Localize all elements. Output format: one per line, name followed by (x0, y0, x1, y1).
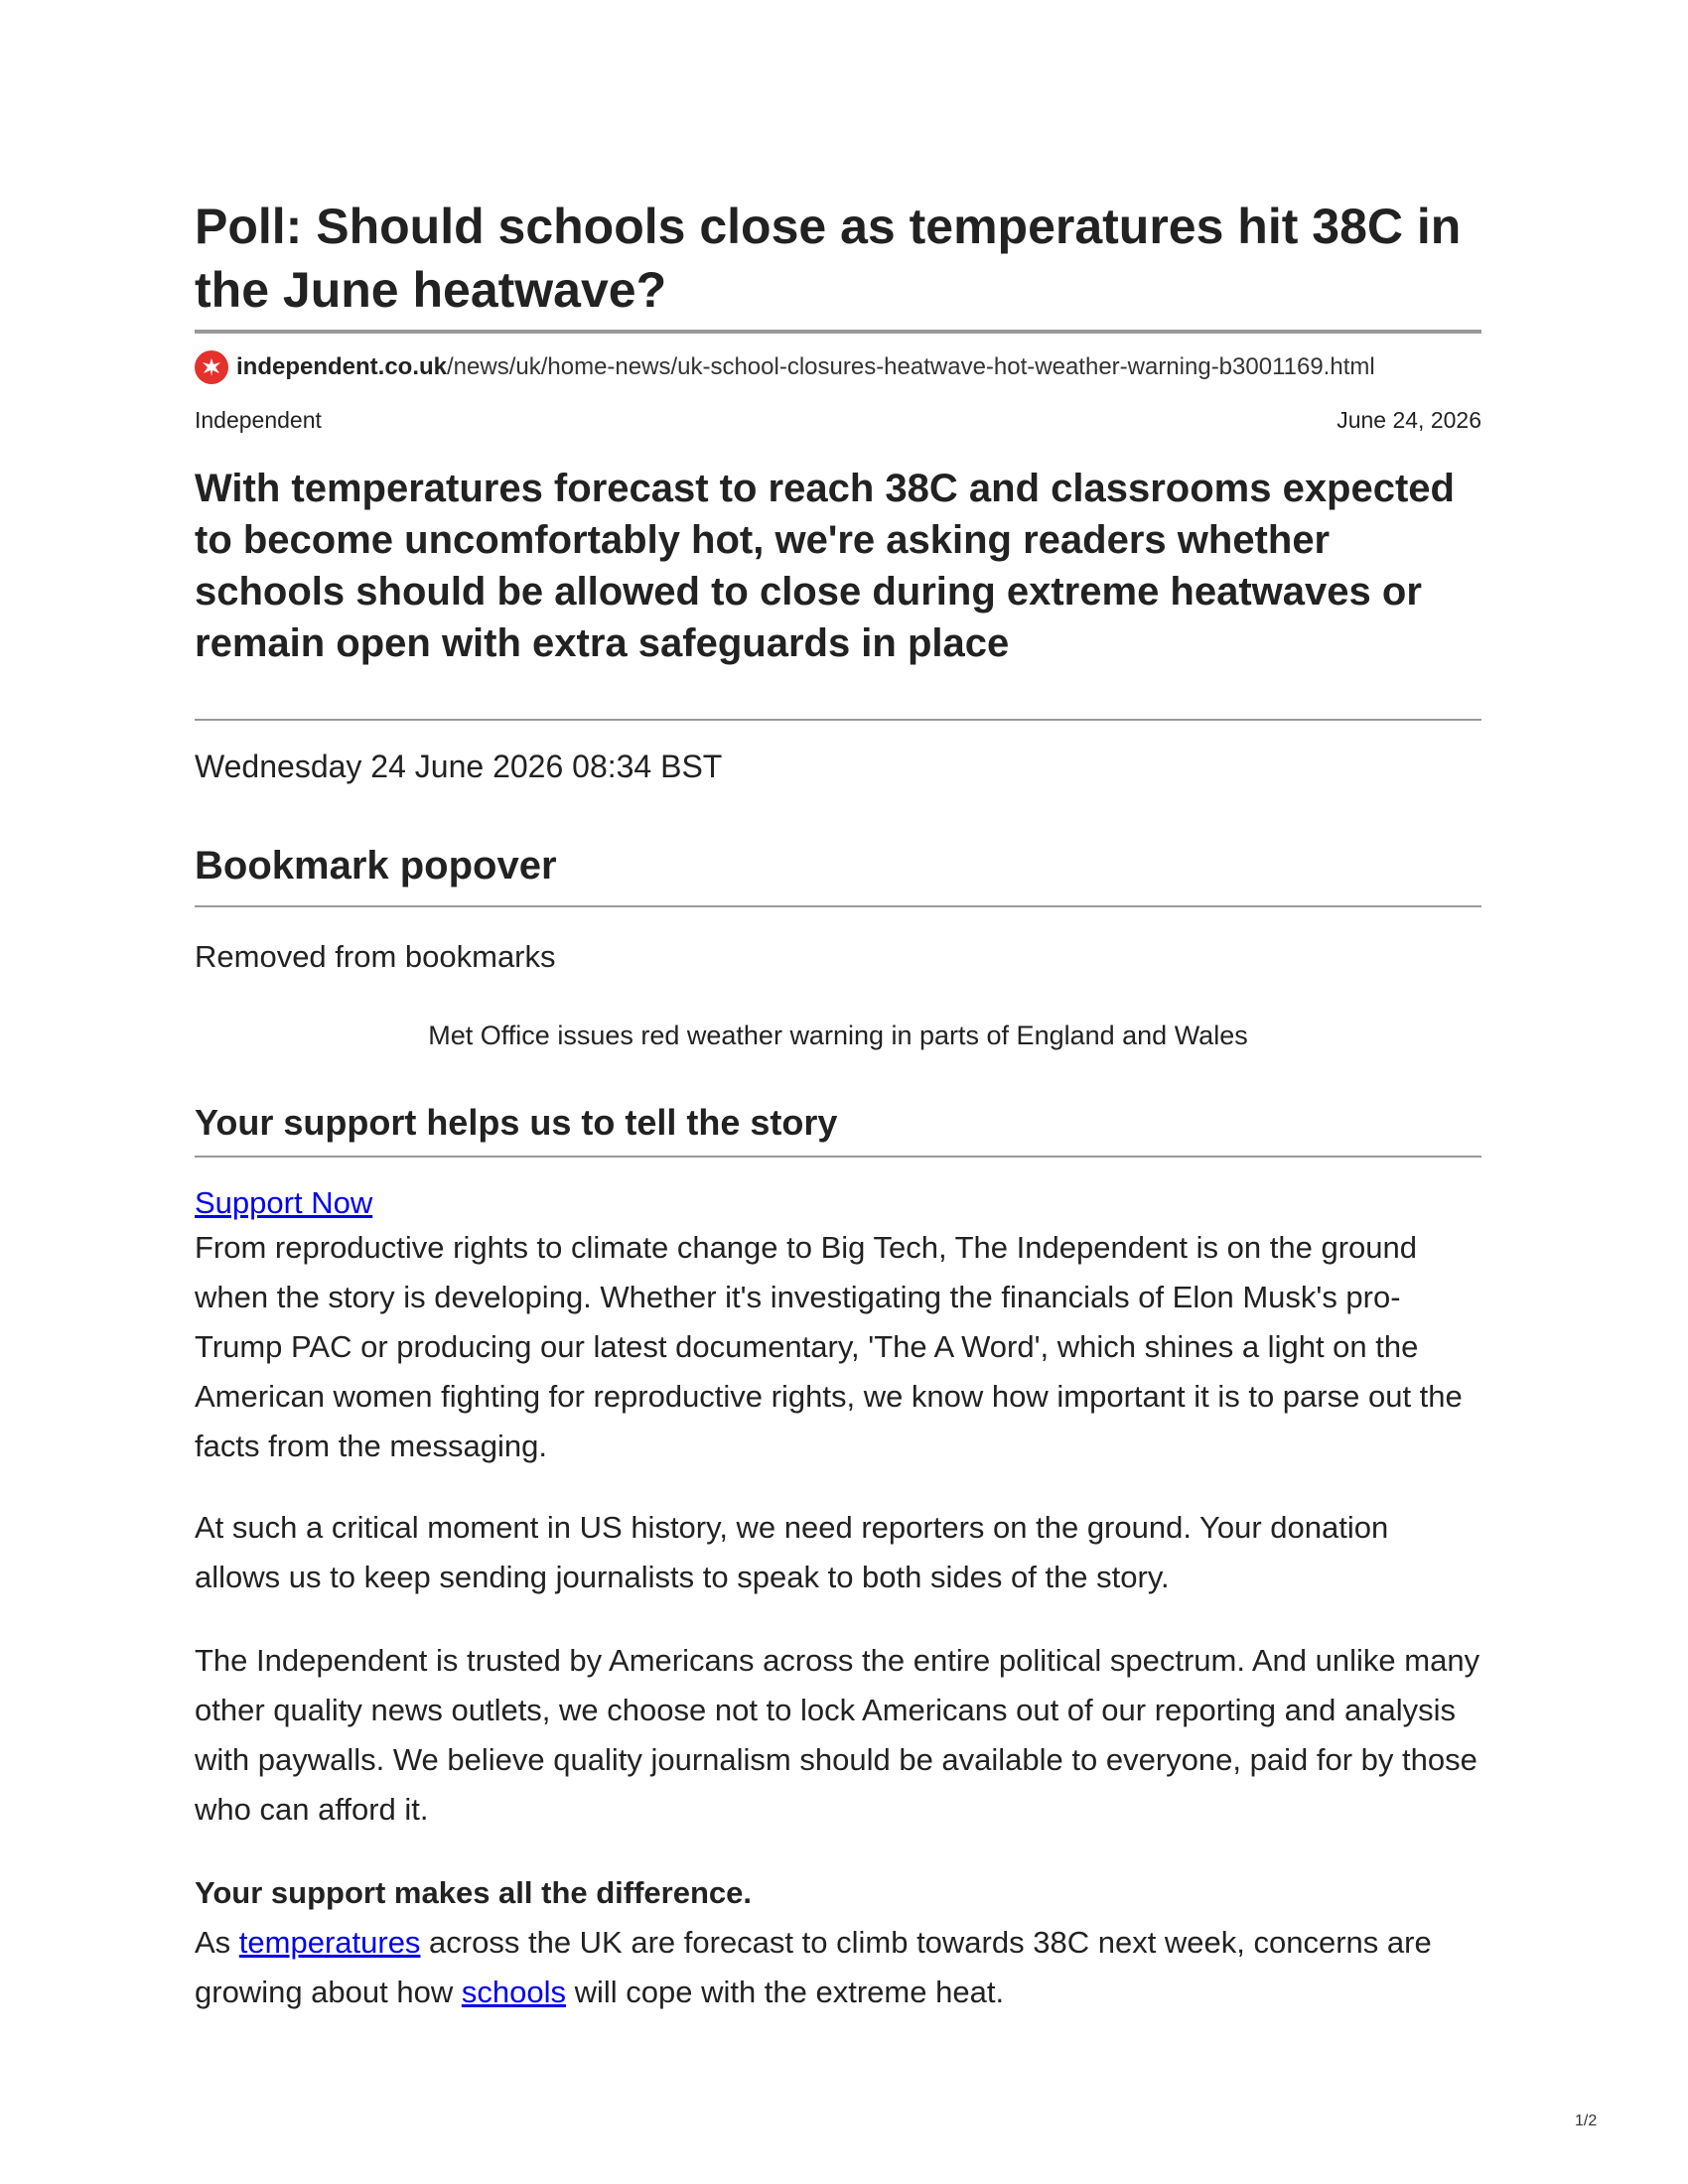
publish-date: June 24, 2026 (1336, 407, 1481, 433)
support-closing (195, 1868, 1481, 2017)
standfirst-divider (195, 719, 1481, 721)
support-divider (195, 1156, 1481, 1158)
support-paragraph-1 (195, 1223, 1481, 1471)
text-span: will cope with the extreme heat. (565, 1975, 1005, 2009)
support-paragraph-3 (195, 1636, 1481, 1835)
support-heading: Your support helps us to tell the story (195, 1102, 838, 1143)
schools-link[interactable]: schools (461, 1975, 566, 2009)
article-standfirst: With temperatures forecast to reach 38C and classrooms expected to become uncomfortably hot, we're asking readers whether schools should be allowed to close during extreme heatwaves or remain open with extra safeguards in place (195, 467, 1455, 665)
paragraph-text: The Independent is trusted by Americans across the entire political spectrum. And unlike many other quality news outlets, we choose not to lock Americans out of our reporting and analysis with paywalls. We believe quality journalism should be available to everyone, paid for by those who can afford it. (195, 1643, 1480, 1827)
meta-row (195, 407, 1481, 434)
bookmark-status: Removed from bookmarks (195, 939, 556, 974)
publisher-name: Independent (195, 407, 322, 433)
support-bold-line: Your support makes all the difference. (195, 1875, 753, 1910)
bookmark-heading: Bookmark popover (195, 844, 557, 887)
support-now-link[interactable]: Support Now (195, 1185, 373, 1220)
paragraph-text: At such a critical moment in US history, we need reporters on the ground. Your donation allows us to keep sending journalists to speak to both sides of the story. (195, 1510, 1389, 1594)
title-divider (195, 330, 1481, 334)
bookmark-divider (195, 905, 1481, 907)
source-line (195, 347, 1481, 387)
article-dateline: Wednesday 24 June 2026 08:34 BST (195, 749, 723, 784)
source-domain-link[interactable]: independent.co.uk (236, 353, 448, 380)
article-title: Poll: Should schools close as temperatures hit 38C in the June heatwave? (195, 199, 1462, 318)
text-span: across the UK are forecast to climb towards 38C next week, concerns are growing about how (195, 1925, 1432, 2009)
support-paragraph-2 (195, 1503, 1481, 1602)
independent-eagle-icon (195, 350, 228, 384)
temperatures-link[interactable]: temperatures (238, 1925, 421, 1960)
source-path: /news/uk/home-news/uk-school-closures-heatwave-hot-weather-warning-b3001169.html (447, 353, 1375, 380)
page-number: 1/2 (1575, 2113, 1598, 2129)
article-first-paragraph (195, 1918, 1481, 2017)
text-span: As (195, 1925, 239, 1960)
paragraph-text: From reproductive rights to climate change to Big Tech, The Independent is on the ground when the story is developing. Whether it's investigating the financials of Elon Musk's pro-Trump PAC or producing our latest documentary, 'The A Word', which shines a light on the American women fighting for reproductive rights, we know how important it is to parse out the facts from the messaging. (195, 1230, 1463, 1463)
image-caption: Met Office issues red weather warning in parts of England and Wales (428, 1021, 1248, 1050)
